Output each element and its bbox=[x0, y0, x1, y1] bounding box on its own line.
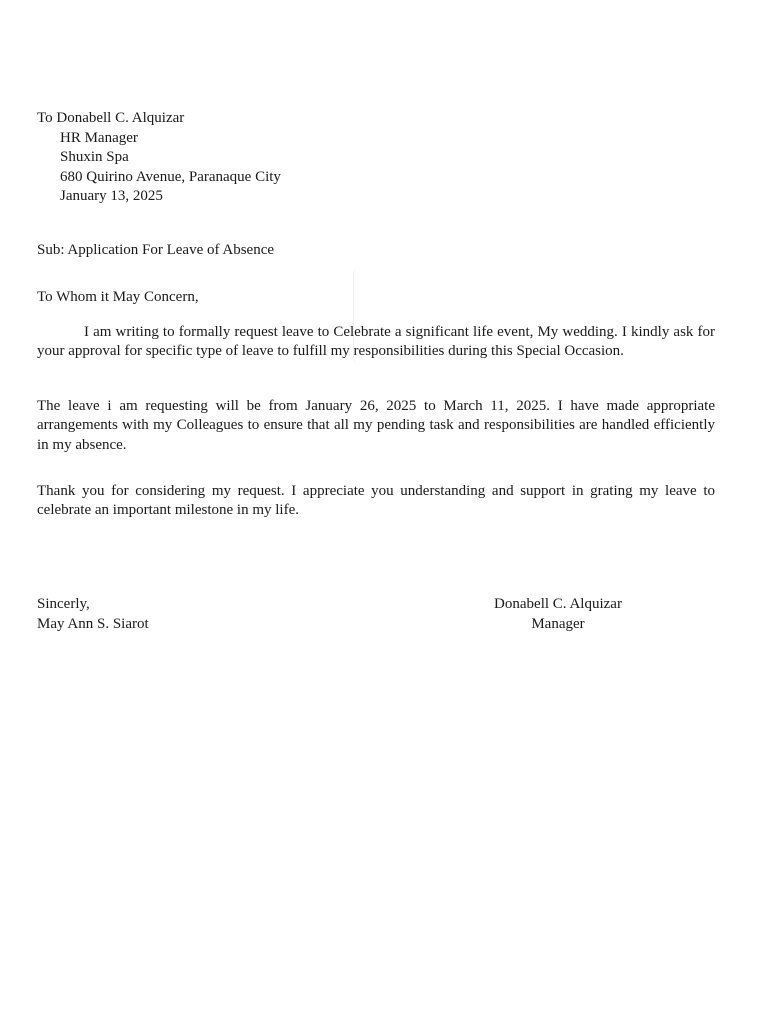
sender-name: May Ann S. Siarot bbox=[37, 615, 149, 632]
manager-name: Donabell C. Alquizar bbox=[494, 596, 622, 612]
subject-line: Sub: Application For Leave of Absence bbox=[37, 242, 275, 258]
recipient-company: Shuxin Spa bbox=[60, 149, 129, 165]
greeting: To Whom it May Concern, bbox=[37, 289, 199, 305]
body-paragraph-3: Thank you for considering my request. I appreciate you understanding and support in grating my leave to celebrate an important milestone in my life. bbox=[37, 483, 715, 519]
letter-date: January 13, 2025 bbox=[60, 188, 163, 204]
manager-signature-block bbox=[470, 595, 646, 634]
recipient-address-block bbox=[37, 109, 437, 207]
recipient-address: 680 Quirino Avenue, Paranaque City bbox=[60, 168, 281, 185]
closing: Sincerly, bbox=[37, 596, 90, 612]
recipient-title: HR Manager bbox=[60, 129, 138, 146]
body-paragraph-2: The leave i am requesting will be from January 26, 2025 to March 11, 2025. I have made appropriate arrangements with my Colleagues to ensure that all my pending task and responsibilities are handled efficiently in my absence. bbox=[37, 398, 715, 453]
sender-signature-block bbox=[37, 595, 149, 634]
recipient-name-line: To Donabell C. Alquizar bbox=[37, 110, 185, 126]
manager-title: Manager bbox=[531, 615, 585, 632]
body-paragraph-1: I am writing to formally request leave to Celebrate a significant life event, My wedding. I kindly ask for your approval for specific type of leave to fulfill my responsibilities during this Special Occasion. bbox=[37, 324, 715, 360]
